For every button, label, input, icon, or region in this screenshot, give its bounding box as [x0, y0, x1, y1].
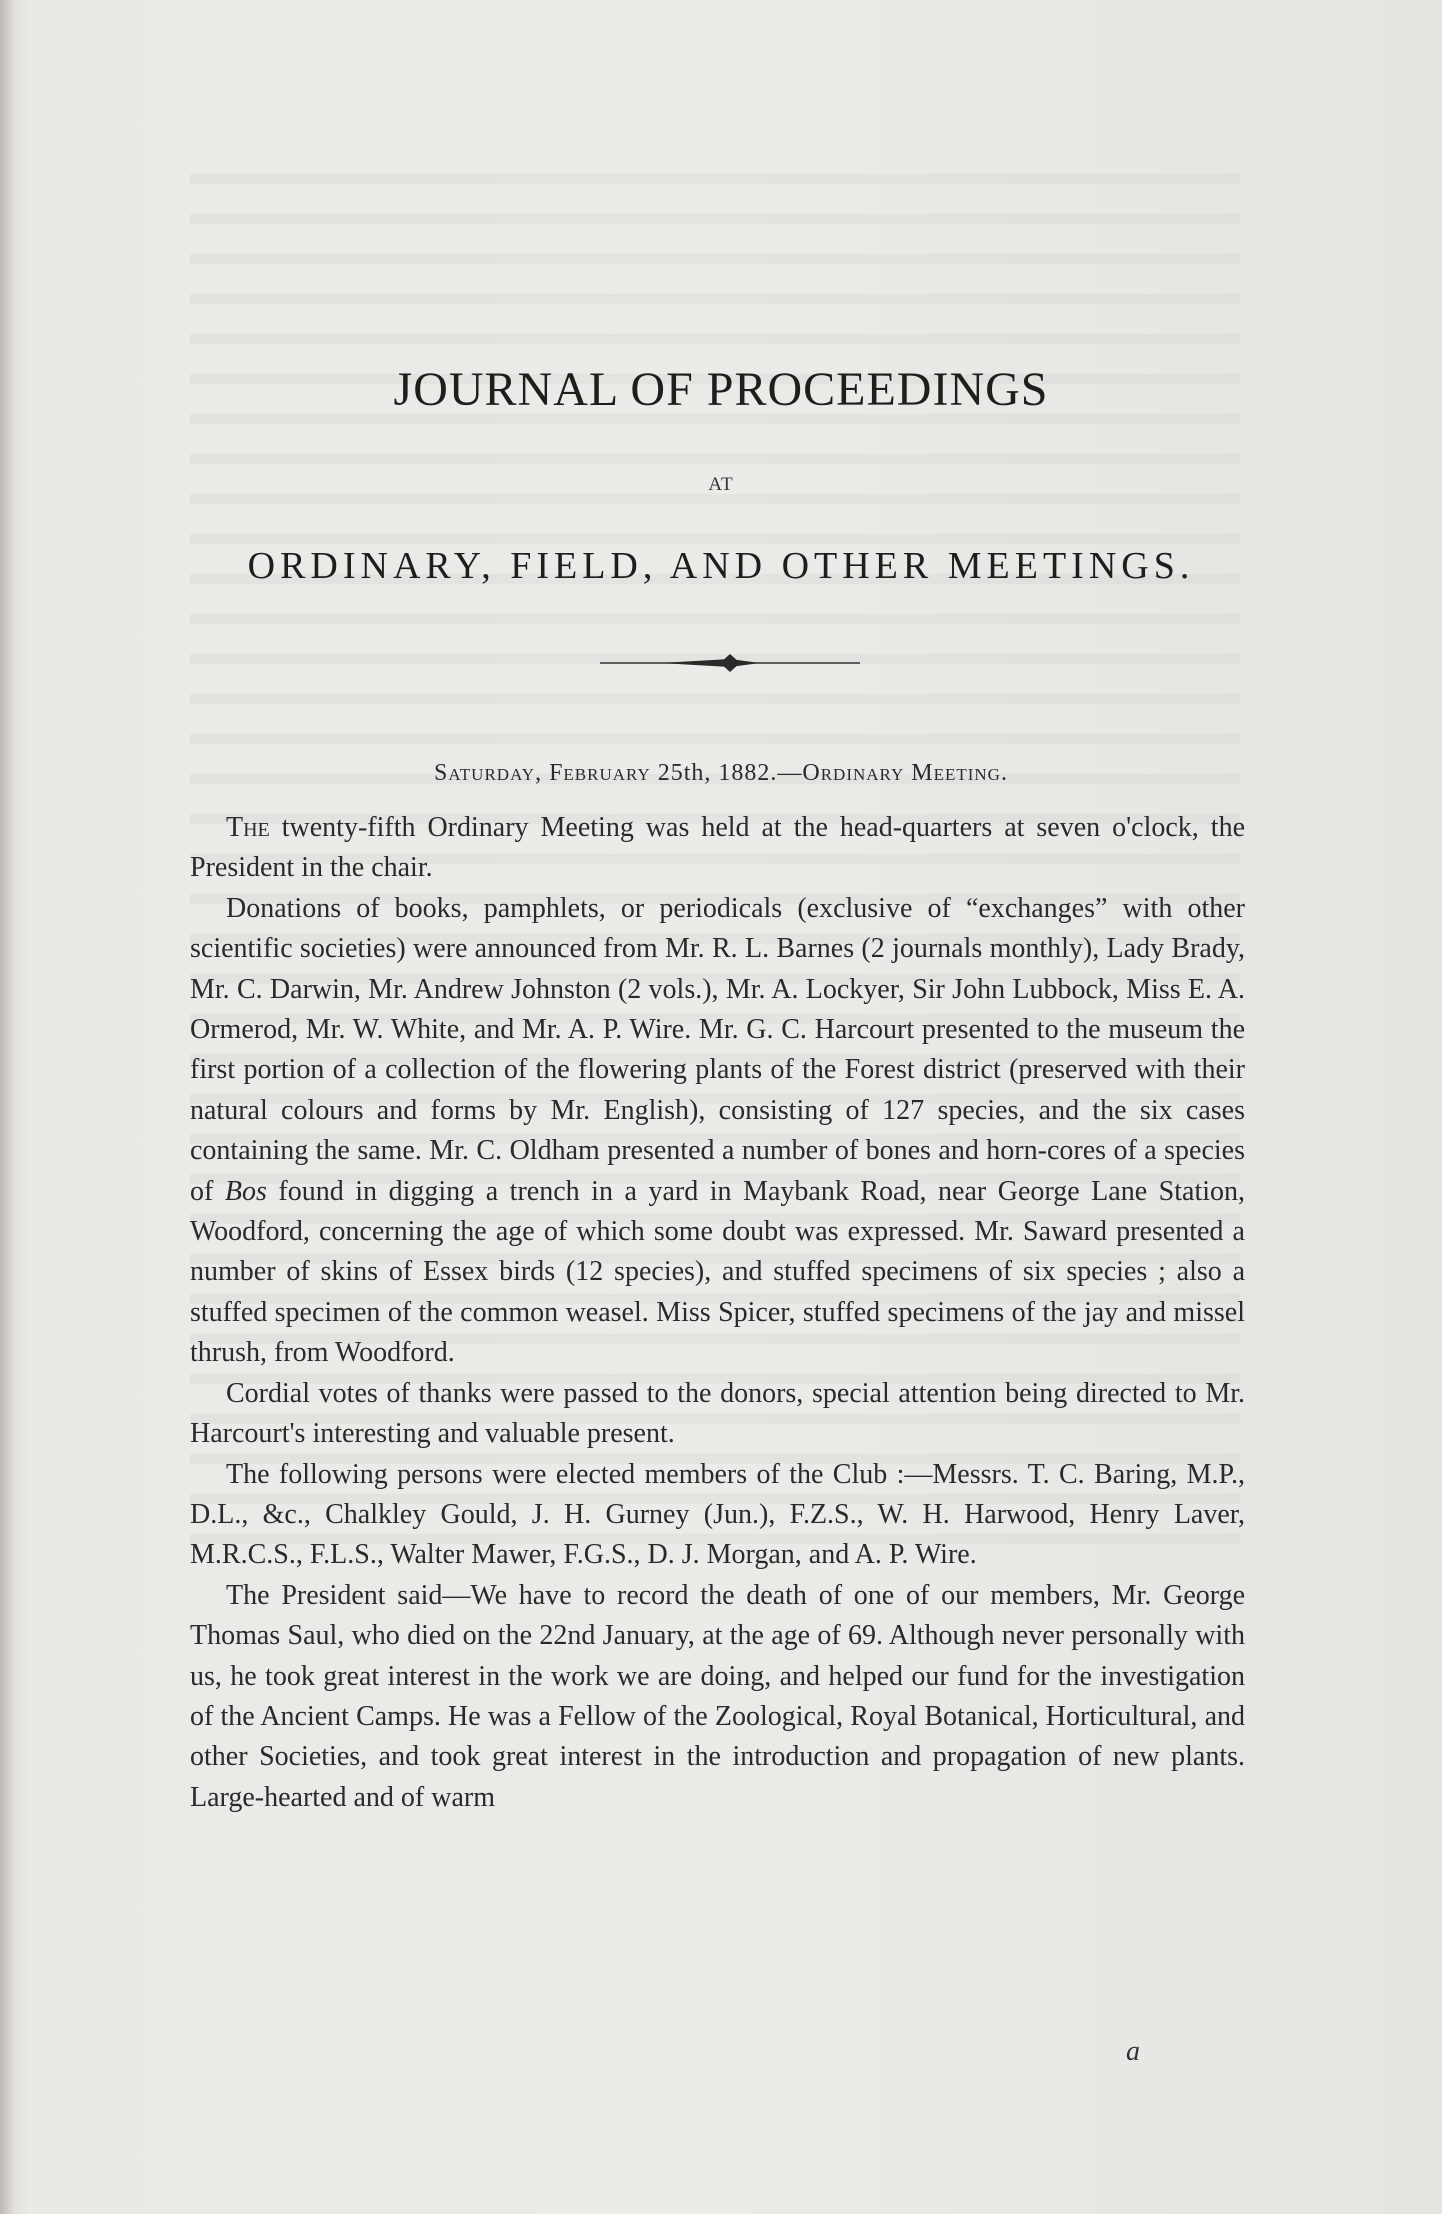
- meeting-day: Saturday: [434, 760, 536, 786]
- signature-mark: a: [1126, 2036, 1140, 2067]
- paragraph-2-text-b: found in digging a trench in a yard in Maybank Road, near George Lane Station, Woodford, concerning the age of which some doubt was expressed. Mr. Saward presented a number of skins of Essex birds (12 species), and stuffed specimens of six species ; also a stuffed specimen of the common weasel. Miss Spicer, stuffed specimens of the jay and missel thrush, from Woodford.: [190, 1175, 1246, 1369]
- paragraph-5: The President said—We have to record the death of one of our members, Mr. George Thomas Saul, who died on the 22nd January, at the age of 69. Although never personally with us, he took great interest in the work we are doing, and helped our fund for the investigation of the Ancient Camps. He was a Fellow of the Zoological, Royal Botanical, Horticultural, and other Societies, and took great interest in the introduction and propagation of new plants. Large-hearted and of warm: [190, 1579, 1245, 1813]
- journal-subtitle: ORDINARY, FIELD, AND OTHER MEETINGS.: [247, 545, 1195, 587]
- paragraph-1-lead: The: [226, 812, 270, 843]
- meeting-month: February: [549, 760, 651, 786]
- gutter-shadow: [0, 0, 14, 2214]
- paragraph-1: [190, 808, 1245, 889]
- meeting-date: 25th, 1882.: [657, 760, 778, 786]
- journal-title: JOURNAL OF PROCEEDINGS: [393, 363, 1049, 416]
- paragraph-1-text: twenty-fifth Ordinary Meeting was held at the head-quarters at seven o'clock, the President in the chair.: [190, 812, 1245, 884]
- meeting-sep-1: ,: [535, 760, 550, 786]
- paragraph-2: [190, 889, 1245, 1374]
- title-connector: AT: [708, 474, 734, 495]
- paragraph-2-genus: Bos: [224, 1175, 267, 1207]
- ornament-rule-icon: [600, 652, 860, 674]
- meeting-dash: —: [777, 760, 803, 786]
- paragraph-3: Cordial votes of thanks were passed to the donors, special attention being directed to Mr. Harcourt's interesting and valuable present.: [190, 1377, 1245, 1450]
- paragraph-4: The following persons were elected members of the Club :—Messrs. T. C. Baring, M.P., D.L., &c., Chalkley Gould, J. H. Gurney (Jun.), F.Z.S., W. H. Harwood, Henry Laver, M.R.C.S., F.L.S., Walter Mawer, F.G.S., D. J. Morgan, and A. P. Wire.: [190, 1458, 1245, 1571]
- body-text: [190, 808, 1245, 1818]
- meeting-heading: [0, 760, 1442, 787]
- meeting-sep-2: [651, 760, 658, 786]
- paragraph-2-text-a: Donations of books, pamphlets, or periodicals (exclusive of “exchanges” with other scientific societies) were announced from Mr. R. L. Barnes (2 journals monthly), Lady Brady, Mr. C. Darwin, Mr. Andrew Johnston (2 vols.), Mr. A. Lockyer, Sir John Lubbock, Miss E. A. Ormerod, Mr. W. White, and Mr. A. P. Wire. Mr. G. C. Harcourt presented to the museum the first portion of a collection of the flowering plants of the Forest district (preserved with their natural colours and forms by Mr. English), consisting of 127 species, and the six cases containing the same. Mr. C. Oldham presented a number of bones and horn-cores of a species of: [190, 892, 1245, 1207]
- meeting-type: Ordinary Meeting.: [802, 760, 1008, 786]
